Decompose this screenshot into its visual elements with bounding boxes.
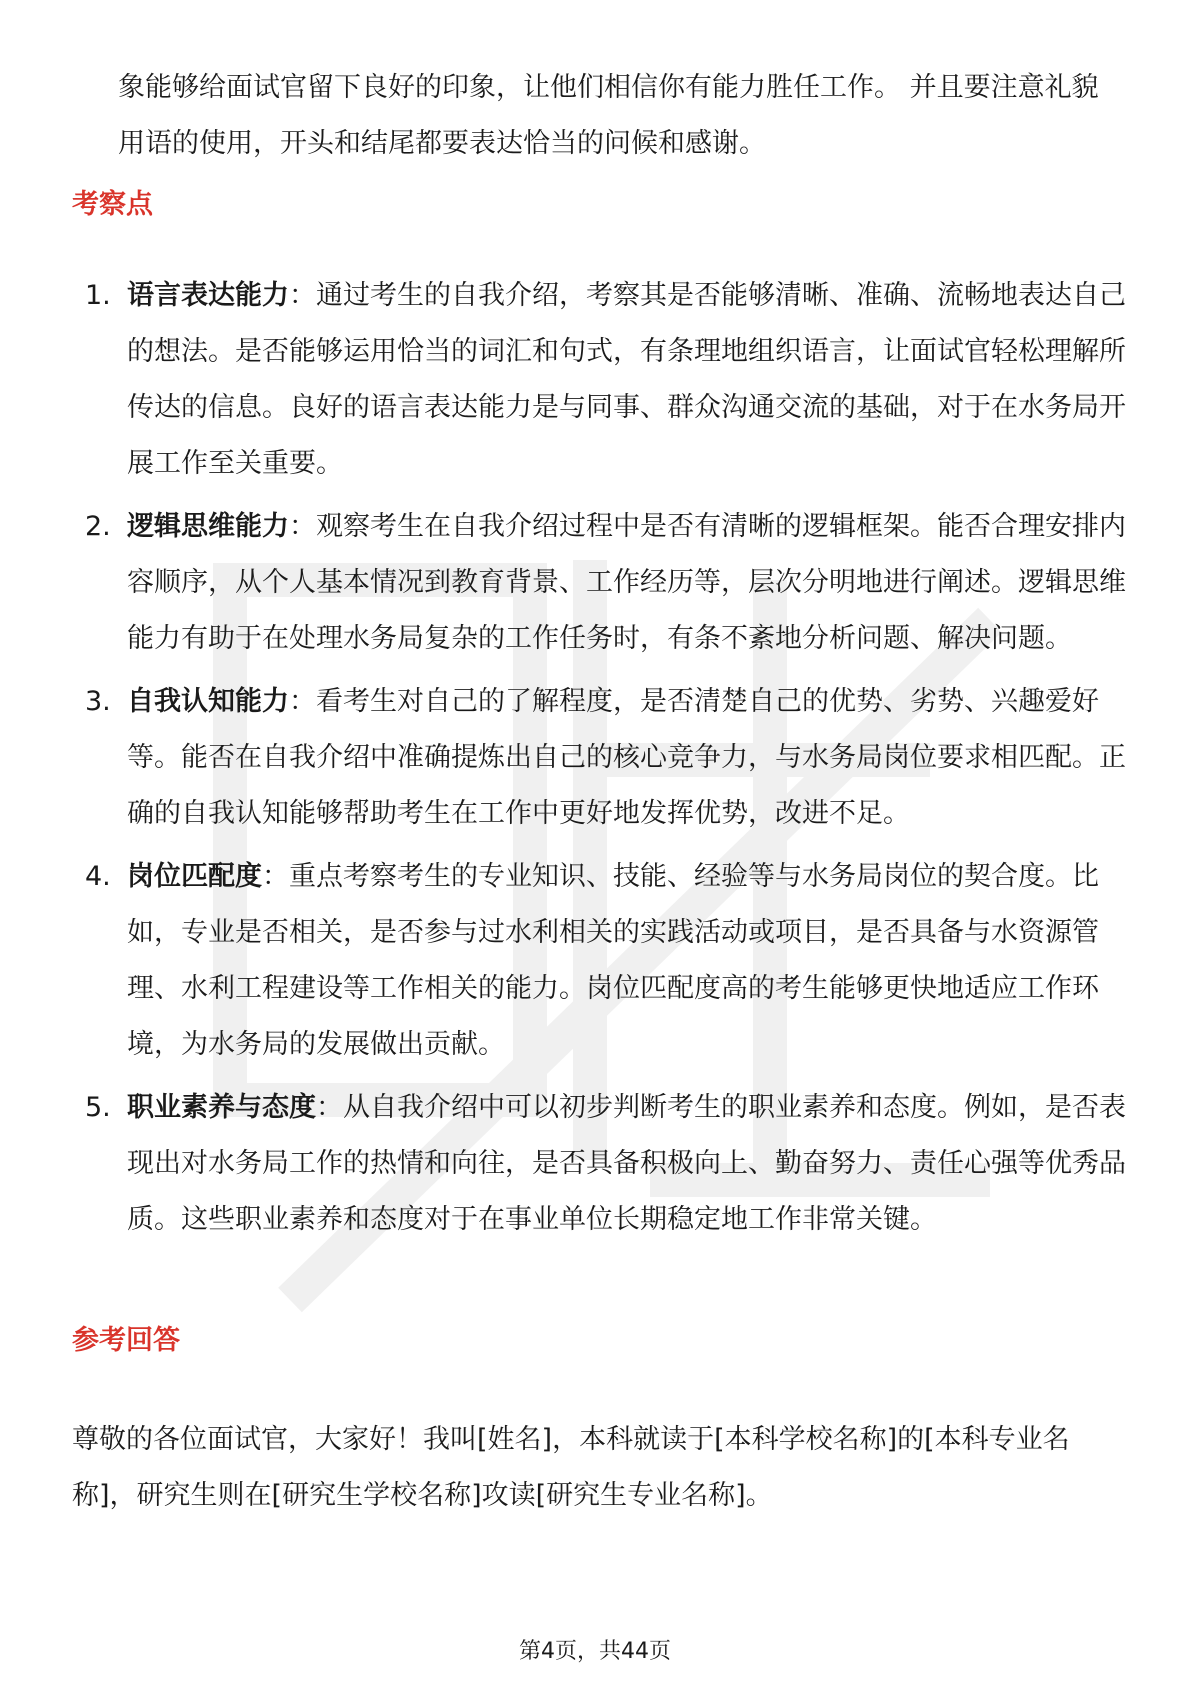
answer-paragraph: 尊敬的各位面试官，大家好！我叫[姓名]，本科就读于[本科学校名称]的[本科专业名称]，研究生则在[研究生学校名称]攻读[研究生专业名称]。: [72, 1424, 1070, 1511]
list-item: [72, 1080, 1132, 1248]
item-body: ：从自我介绍中可以初步判断考生的职业素养和态度。例如，是否表现出对水务局工作的热情和向往，是否具备积极向上、勤奋努力、责任心强等优秀品质。这些职业素养和态度对于在事业单位长期稳定地工作非常关键。: [127, 1092, 1126, 1235]
intro-paragraph: 象能够给面试官留下良好的印象，让他们相信你有能力胜任工作。 并且要注意礼貌用语的使用，开头和结尾都要表达恰当的问候和感谢。: [118, 72, 1099, 159]
item-term: 语言表达能力: [127, 280, 289, 311]
list-item: [72, 674, 1132, 842]
list-item: [72, 849, 1132, 1073]
list-item: [72, 499, 1132, 667]
item-body: ：通过考生的自我介绍，考察其是否能够清晰、准确、流畅地表达自己的想法。是否能够运用恰当的词汇和句式，有条理地组织语言，让面试官轻松理解所传达的信息。良好的语言表达能力是与同事、群众沟通交流的基础，对于在水务局开展工作至关重要。: [127, 280, 1126, 479]
section-heading-answer: 参考回答: [72, 1325, 180, 1356]
item-term: 职业素养与态度: [127, 1092, 316, 1123]
item-body: ：看考生对自己的了解程度，是否清楚自己的优势、劣势、兴趣爱好等。能否在自我介绍中准确提炼出自己的核心竞争力，与水务局岗位要求相匹配。正确的自我认知能够帮助考生在工作中更好地发挥优势，改进不足。: [127, 686, 1126, 829]
list-number: 1.: [85, 280, 111, 311]
section-heading-points: 考察点: [72, 189, 153, 220]
list-number: 2.: [85, 511, 111, 542]
page-footer: 第4页，共44页: [519, 1639, 671, 1664]
item-term: 自我认知能力: [127, 686, 289, 717]
list-number: 5.: [85, 1092, 111, 1123]
item-body: ：观察考生在自我介绍过程中是否有清晰的逻辑框架。能否合理安排内容顺序，从个人基本情况到教育背景、工作经历等，层次分明地进行阐述。逻辑思维能力有助于在处理水务局复杂的工作任务时，有条不紊地分析问题、解决问题。: [127, 511, 1126, 654]
list-item: [72, 268, 1132, 492]
item-term: 岗位匹配度: [127, 861, 262, 892]
list-number: 4.: [85, 861, 111, 892]
item-body: ：重点考察考生的专业知识、技能、经验等与水务局岗位的契合度。比如，专业是否相关，是否参与过水利相关的实践活动或项目，是否具备与水资源管理、水利工程建设等工作相关的能力。岗位匹配度高的考生能够更快地适应工作环境，为水务局的发展做出贡献。: [127, 861, 1099, 1060]
points-list: [72, 268, 1132, 1255]
list-number: 3.: [85, 686, 111, 717]
item-term: 逻辑思维能力: [127, 511, 289, 542]
